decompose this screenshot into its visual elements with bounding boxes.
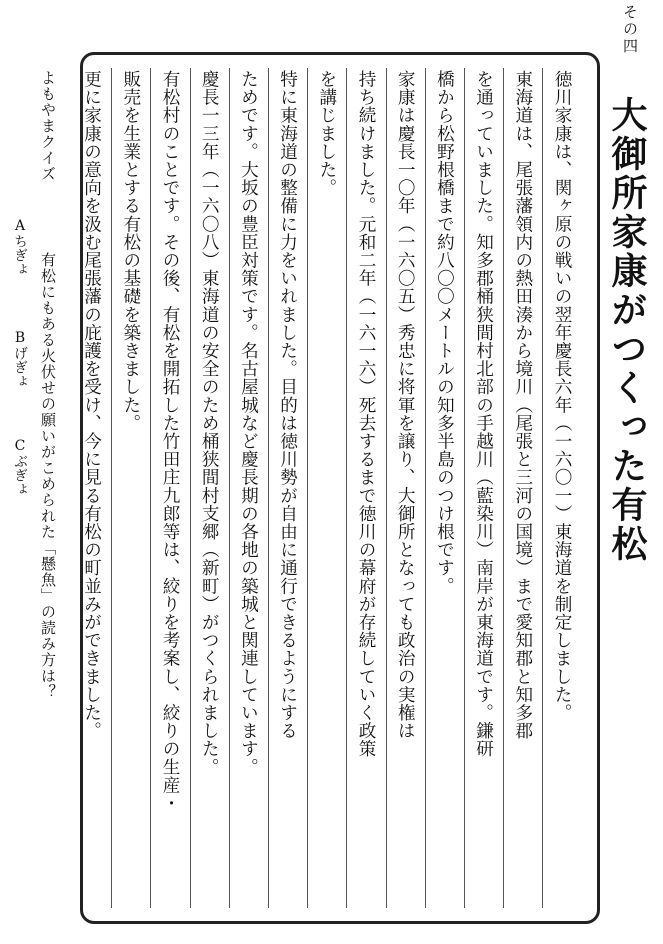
column-rule bbox=[268, 68, 269, 908]
page-title: 大御所家康がつくった有松 bbox=[606, 96, 648, 564]
quiz-option-b: Bげぎょ bbox=[12, 330, 28, 388]
article-line: 有松村のことです。その後、有松を開拓した竹田庄九郎等は、絞りを考案し、絞りの生産・ bbox=[160, 70, 180, 813]
column-rule bbox=[542, 68, 543, 908]
column-rule bbox=[229, 68, 230, 908]
article-line: 東海道は、尾張藩領内の熱田湊から境川（尾張と三河の国境）まで愛知郡と知多郡 bbox=[512, 70, 533, 740]
column-rule bbox=[307, 68, 308, 908]
article-line: 持ち続けました。元和二年（一六一六）死去するまで徳川の幕府が存続していく政策 bbox=[356, 70, 376, 758]
column-rule bbox=[503, 68, 504, 908]
article-line: ためです。大坂の豊臣対策です。名古屋城など慶長期の各地の築城と関連しています。 bbox=[238, 70, 259, 776]
quiz-option-c: Cぶぎょ bbox=[12, 438, 28, 496]
article-line: 販売を生業とする有松の基礎を築きました。 bbox=[120, 70, 141, 432]
quiz-heading: よもやまクイズ bbox=[39, 70, 57, 182]
quiz-option-a: Aちぎょ bbox=[12, 218, 28, 276]
article-line: 慶長一三年（一六〇八）東海道の安全のため桶狭間村支郷（新町）がつくられました。 bbox=[199, 70, 220, 776]
series-label: その四 bbox=[621, 4, 639, 55]
article-line: 更に家康の意向を汲む尾張藩の庇護を受け、今に見る有松の町並みができました。 bbox=[81, 70, 102, 740]
article-line: を通っていました。知多郡桶狭間村北部の手越川（藍染川）南岸が東海道です。鎌研 bbox=[473, 70, 494, 758]
column-rule bbox=[464, 68, 465, 908]
column-rule bbox=[150, 68, 151, 908]
column-rule bbox=[386, 68, 387, 908]
column-rule bbox=[111, 68, 112, 908]
article-line: 特に東海道の整備に力をいれました。目的は徳川勢が自由に通行できるようにする bbox=[277, 70, 298, 740]
article-line: を講じました。 bbox=[316, 70, 337, 197]
column-rule bbox=[190, 68, 191, 908]
article-line: 家康は慶長一〇年（一六〇五）秀忠に将軍を譲り、大御所となっても政治の実権は bbox=[395, 70, 416, 740]
quiz-question: 有松にもある火伏せの願いがこめられた「懸魚」の読み方は？ bbox=[39, 252, 57, 700]
article-line: 徳川家康は、関ヶ原の戦いの翌年慶長六年（一六〇一）東海道を制定しました。 bbox=[552, 70, 572, 722]
column-rule bbox=[346, 68, 347, 908]
article-line: 橋から松野根橋まで約八〇〇メートルの知多半島のつけ根です。 bbox=[434, 70, 455, 595]
column-rule bbox=[425, 68, 426, 908]
